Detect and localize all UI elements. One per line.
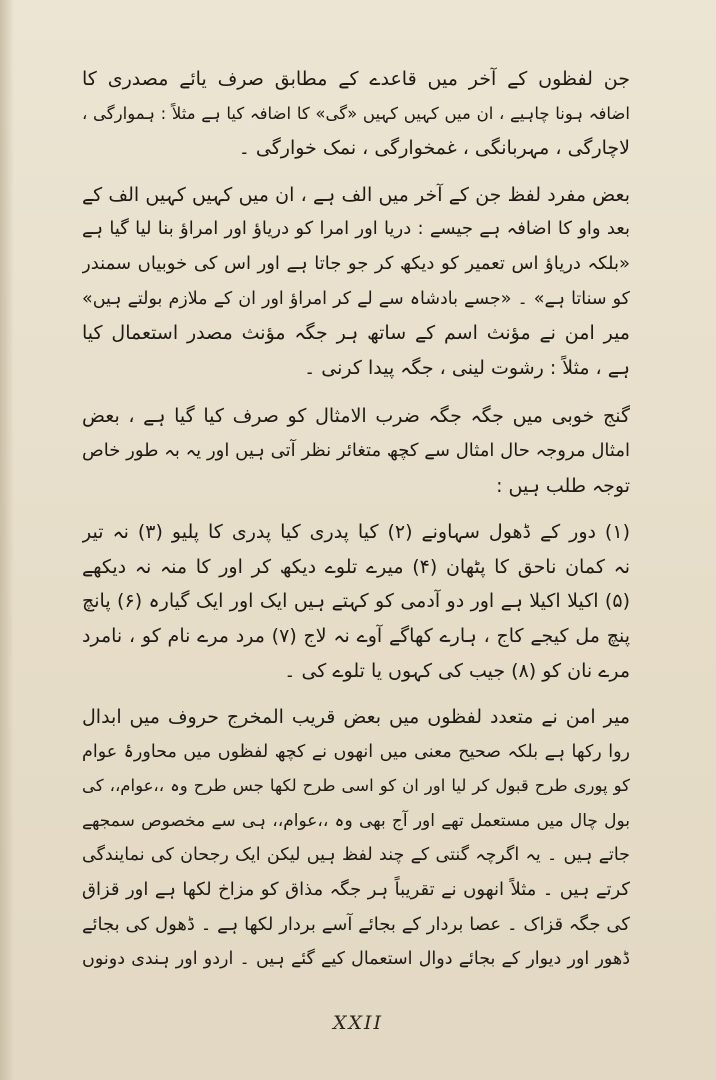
text-line: «بلکہ دریاؤ اس تعمیر کو دیکھ کر جو جاتا ہے اور اس کی خوبیاں سمندر	[82, 252, 630, 274]
text-line: روا رکھا ہے بلکہ صحیح معنی میں انھوں نے کچھ لفظوں میں محاورۂ عوام	[82, 741, 630, 762]
text-line: امثال مروجہ حال امثال سے کچھ متغائر نظر آتی ہیں اور یہ بہ طور خاص	[82, 439, 630, 461]
text-line: پنچ مل کیجے کاج ، ہارے کھاگے آوے نہ لاج (۷) مرد مرے نام کو ، نامرد	[82, 624, 630, 647]
text-line: نہ کمان ناحق کا پٹھان (۴) میرے تلوے دیکھ کر اور کا منہ نہ دیکھے	[82, 555, 630, 578]
text-line: جن لفظوں کے آخر میں قاعدے کے مطابق صرف یائے مصدری کا	[82, 68, 630, 90]
text-line: (۱) دور کے ڈھول سہاونے (۲) کیا پدری کیا پدری کا پلیو (۳) نہ تیر	[82, 521, 630, 544]
text-line: میر امن نے متعدد لفظوں میں بعض قریب المخرج حروف میں ابدال	[82, 706, 630, 729]
text-line: لاچارگی ، مہربانگی ، غمخوارگی ، نمک خوارگی ۔	[238, 137, 630, 160]
text-line: کو سناتا ہے» ۔ «جسے بادشاہ سے لے کر امراؤ اور ان کے ملازم بولتے ہیں»	[82, 288, 630, 309]
text-line: توجہ طلب ہیں :	[496, 474, 630, 497]
text-line: اضافہ ہونا چاہیے ، ان میں کہیں کہیں «گی» کا اضافہ کیا ہے مثلاً : ہموارگی ،	[82, 103, 630, 123]
paragraph-ibdal	[82, 700, 630, 977]
text-line: کرتے ہیں ۔ مثلاً انھوں نے تقریباً ہر جگہ مذاق کو مزاخ لکھا ہے اور قزاق	[82, 879, 630, 901]
paragraph-proverbs-list	[82, 515, 630, 688]
text-line: جاتے ہیں ۔ یہ اگرچہ گنتی کے چند لفظ ہیں لیکن ایک رجحان کی نمایندگی	[82, 845, 630, 866]
paragraph-alif-waw	[82, 178, 630, 386]
paragraph-proverbs-intro	[82, 399, 630, 503]
text-line: (۵) اکیلا اکیلا ہے اور دو آدمی کو کہتے ہیں ایک اور ایک گیارہ (۶) پانچ	[82, 590, 630, 613]
page-number: XXII	[332, 1012, 384, 1034]
text-line: میر امن نے مؤنث اسم کے ساتھ ہر جگہ مؤنث مصدر استعمال کیا	[82, 322, 630, 345]
text-line: بعض مفرد لفظ جن کے آخر میں الف ہے ، ان میں کہیں کہیں الف کے	[82, 183, 630, 206]
text-line: گنج خوبی میں جگہ جگہ ضرب الامثال کو صرف کیا گیا ہے ، بعض	[82, 405, 630, 428]
text-line: بعد واو کا اضافہ ہے جیسے : دریا اور امرا کو دریاؤ اور امراؤ بنا لیا گیا ہے	[82, 218, 630, 240]
text-line: مرے نان کو (۸) جیب کی کہوں یا تلوے کی ۔	[284, 659, 630, 682]
text-line: ڈھور اور دیوار کے بجائے دوال استعمال کیے گئے ہیں ۔ اردو اور ہندی دونوں	[82, 949, 630, 970]
text-line: بول چال میں مستعمل تھے اور آج بھی وہ ،،عوام،، ہی سے مخصوص سمجھے	[82, 810, 630, 831]
text-line: ہے ، مثلاً : رشوت لینی ، جگہ پیدا کرنی ۔	[304, 356, 630, 379]
page-body	[82, 62, 630, 977]
paragraph-suffix-gi	[82, 62, 630, 166]
text-line: کی جگہ قزاک ۔ عصا بردار کے بجائے آسے بردار لکھا ہے ۔ ڈھول کی بجائے	[82, 913, 630, 935]
text-line: کو پوری طرح قبول کر لیا اور ان کو اسی طرح لکھا جس طرح وہ ،،عوام،، کی	[82, 776, 630, 796]
